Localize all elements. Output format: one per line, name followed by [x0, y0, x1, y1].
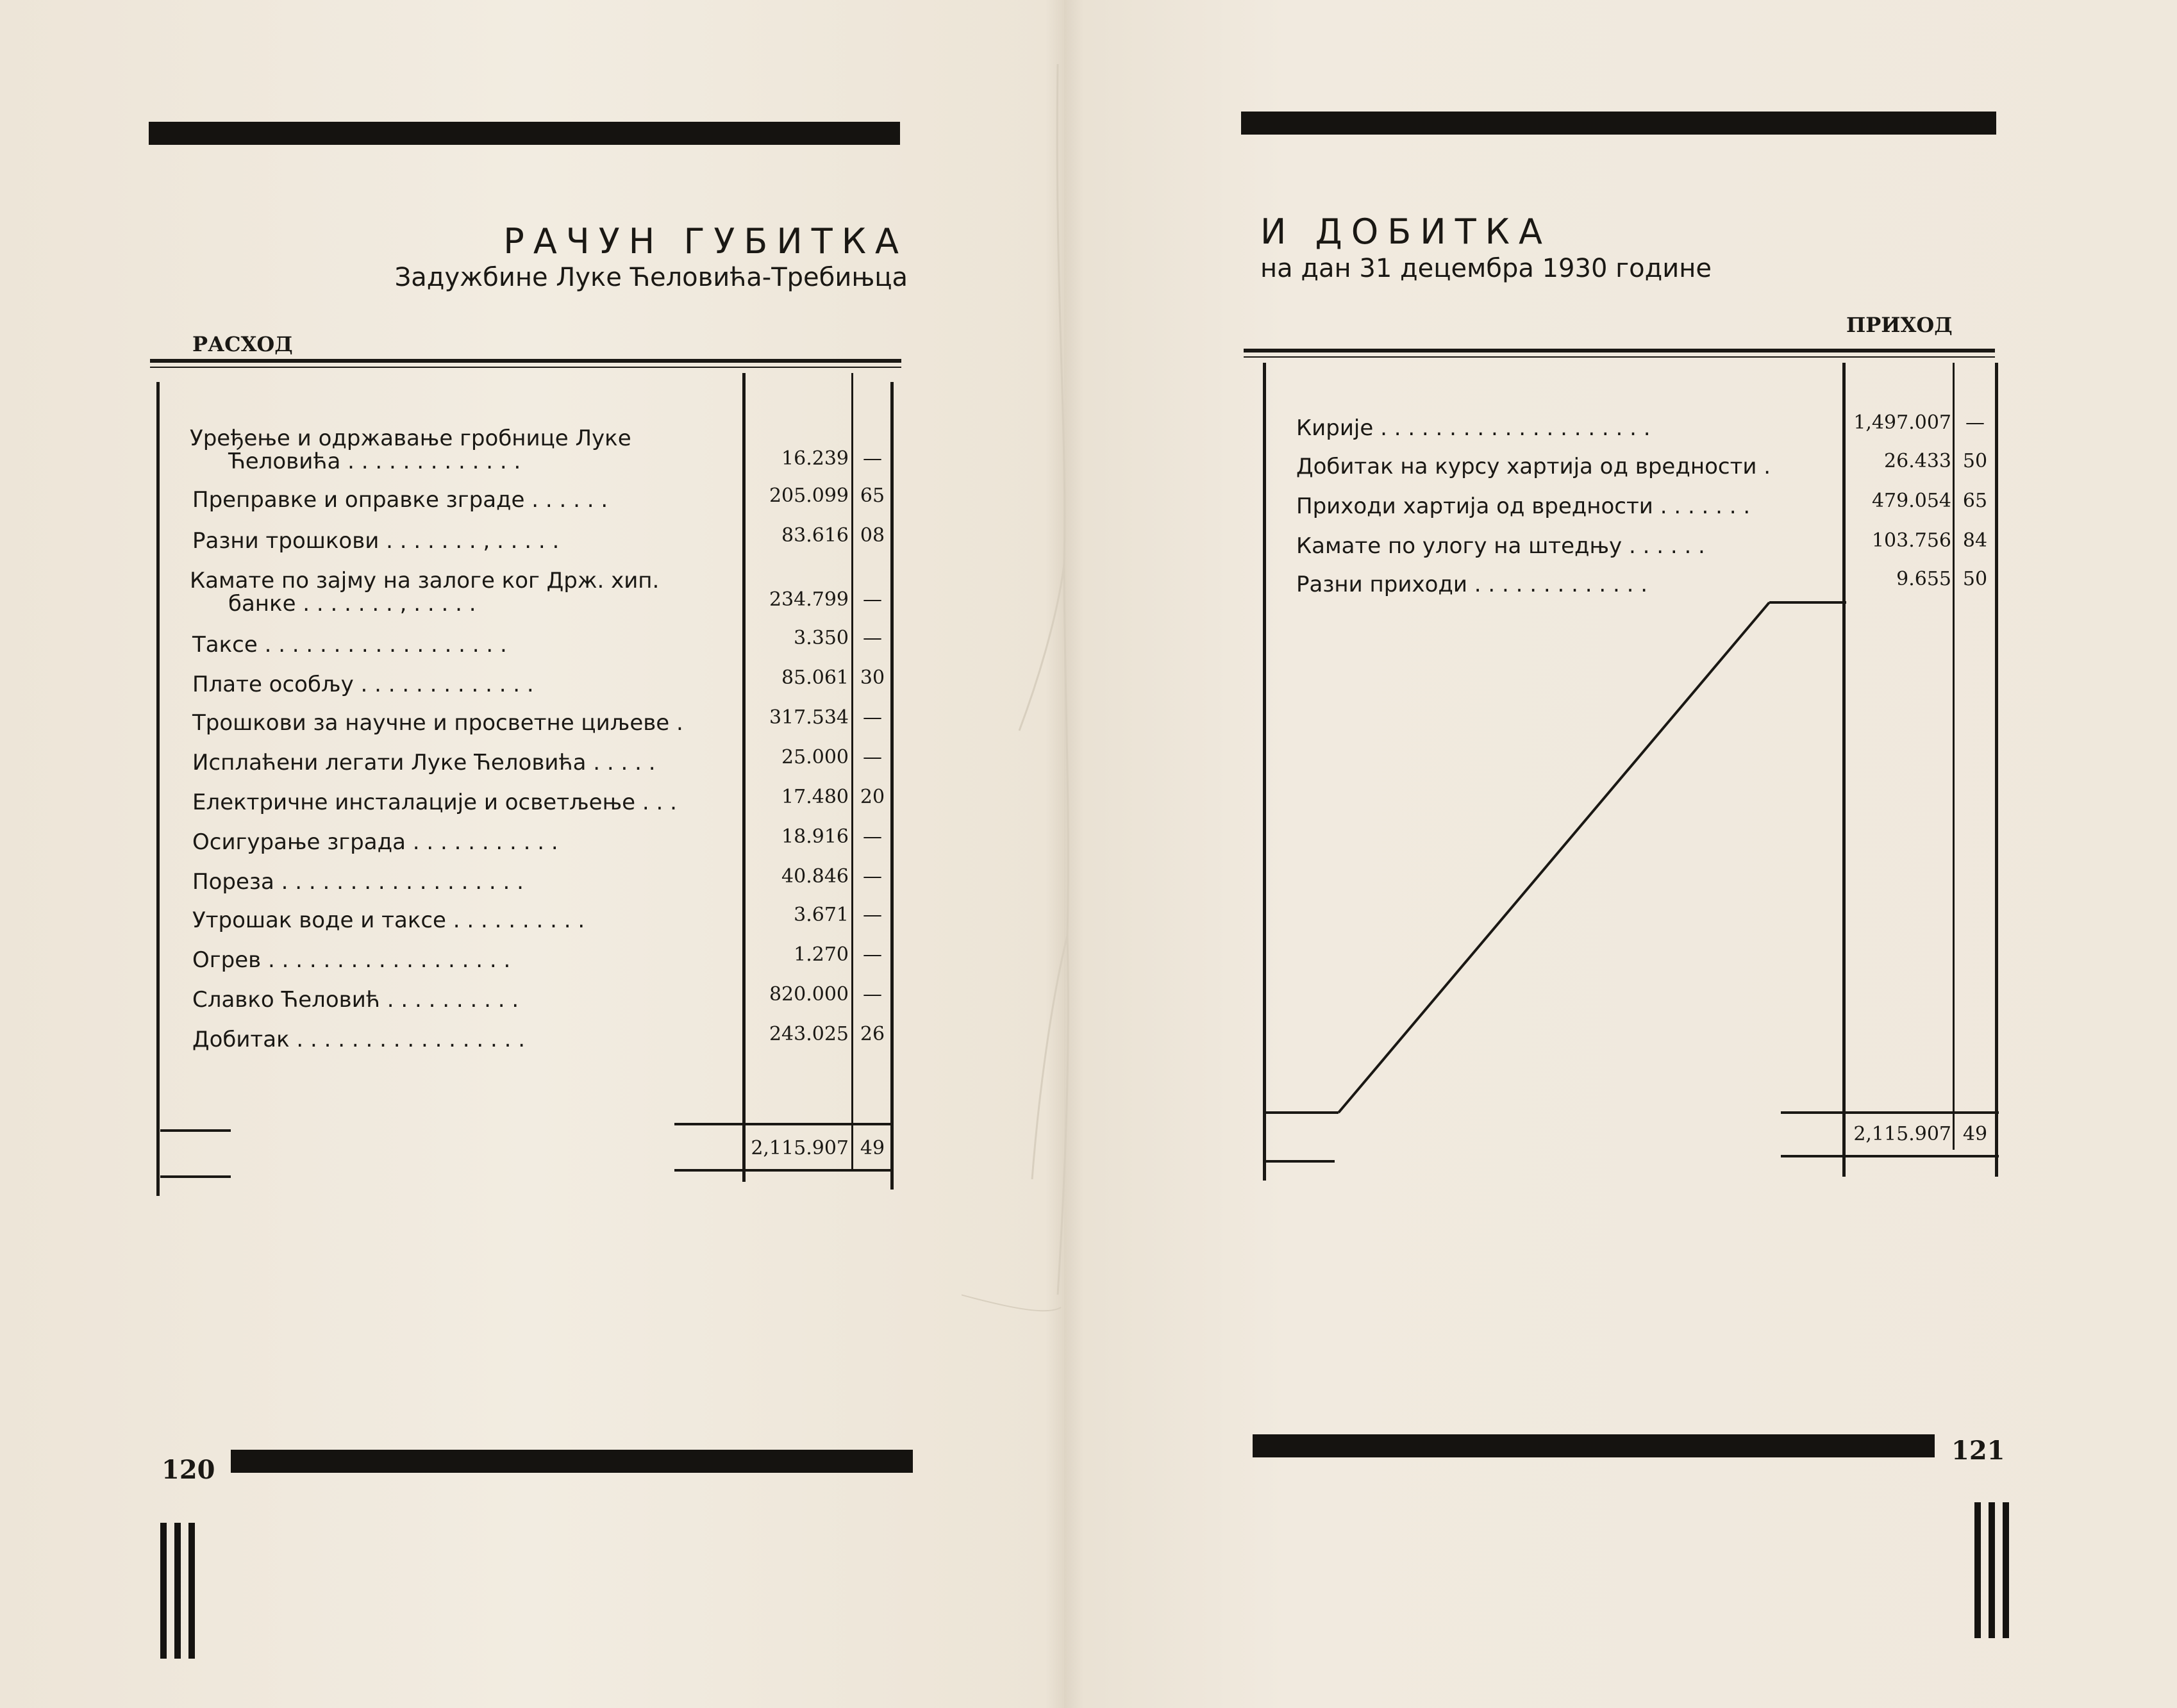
- cents-cell: 84: [1962, 529, 1988, 552]
- row-label: Осигурање зграда: [192, 829, 406, 855]
- cents-cell: —: [863, 825, 882, 848]
- cents-cell: 20: [860, 786, 885, 808]
- amount-cell: 820.000: [769, 983, 849, 1006]
- cents-cell: —: [863, 904, 882, 926]
- row-label: Преправке и оправке зграде: [192, 487, 525, 513]
- table-row: Добитак . . . . . . . . . . . . . . . . .: [192, 1027, 526, 1052]
- amount-cell: 9.655: [1896, 568, 1951, 590]
- total-bottom-rule: [1781, 1155, 1999, 1157]
- column-header-expenses: РАСХОД: [192, 332, 293, 356]
- cents-cell: —: [863, 627, 882, 649]
- corner-ornament-bar: [1974, 1502, 1981, 1638]
- row-label-line2: Ћеловића: [228, 449, 341, 474]
- table-row: Пореза . . . . . . . . . . . . . . . . . .: [192, 869, 524, 895]
- row-label-line2: банке: [228, 591, 296, 617]
- row-label: Електричне инсталације и осветљење: [192, 790, 636, 815]
- row-label: Уређење и одржавање гробнице Луке: [190, 426, 631, 451]
- cents-column-divider: [851, 373, 853, 1170]
- binding-thread: [962, 38, 1090, 1320]
- column-header-income: ПРИХОД: [1846, 313, 1953, 337]
- cents-cell: —: [863, 447, 882, 470]
- amount-cell: 25.000: [781, 746, 849, 768]
- row-label: Исплаћени легати Луке Ћеловића: [192, 750, 587, 775]
- bottom-decorative-bar: [231, 1450, 913, 1473]
- amount-cell: 103.756: [1871, 529, 1951, 552]
- table-right-border: [890, 382, 894, 1190]
- table-top-rule-thin: [150, 367, 901, 368]
- total-top-rule: [674, 1123, 894, 1125]
- bottom-decorative-bar: [1253, 1434, 1935, 1457]
- row-label: Разни приходи: [1296, 572, 1467, 597]
- amount-cell: 18.916: [781, 825, 849, 848]
- row-label: Таксе: [192, 632, 258, 658]
- cents-cell: —: [863, 943, 882, 966]
- row-label: Разни трошкови: [192, 528, 380, 554]
- table-top-rule: [150, 359, 901, 363]
- cents-cell: 08: [860, 524, 885, 547]
- cents-cell: —: [863, 865, 882, 888]
- corner-ornament-bar: [2003, 1502, 2009, 1638]
- top-decorative-bar: [1241, 112, 1996, 135]
- page-title: И ДОБИТКА: [1260, 211, 1551, 252]
- table-row: Трошкови за научне и просветне циљеве .: [192, 710, 683, 736]
- total-left-rule: [1264, 1160, 1335, 1163]
- top-decorative-bar: [149, 122, 900, 145]
- row-label: Приходи хартија од вредности: [1296, 493, 1653, 519]
- table-right-border: [1995, 363, 1998, 1177]
- row-label: Утрошак воде и таксе: [192, 908, 446, 933]
- corner-ornament-bar: [188, 1523, 195, 1659]
- table-row: Огрев . . . . . . . . . . . . . . . . . .: [192, 947, 511, 973]
- table-row: Камате по улогу на штедњу . . . . . .: [1296, 533, 1705, 559]
- cents-cell: 30: [860, 667, 885, 689]
- total-amount: 2,115.907: [751, 1137, 849, 1159]
- cents-cell: —: [863, 746, 882, 768]
- amount-cell: 234.799: [769, 588, 849, 611]
- amount-cell: 17.480: [781, 786, 849, 808]
- table-row: Разни приходи . . . . . . . . . . . . .: [1296, 572, 1647, 597]
- page-subtitle: Задужбине Луке Ћеловића-Требињца: [394, 263, 908, 292]
- amount-cell: 3.671: [794, 904, 849, 926]
- row-label: Трошкови за научне и просветне циљеве: [192, 710, 670, 736]
- amount-cell: 83.616: [781, 524, 849, 547]
- amount-cell: 40.846: [781, 865, 849, 888]
- cents-cell: 26: [860, 1023, 885, 1045]
- cents-cell: —: [863, 588, 882, 611]
- corner-ornament-bar: [160, 1523, 167, 1659]
- void-diagonal-line: [1256, 590, 1859, 1122]
- cents-cell: 50: [1962, 450, 1988, 472]
- table-row: Плате особљу . . . . . . . . . . . . .: [192, 672, 534, 697]
- amount-cell: 317.534: [769, 706, 849, 729]
- table-row: Електричне инсталације и осветљење . . .: [192, 790, 677, 815]
- amount-cell: 85.061: [781, 667, 849, 689]
- page-number: 121: [1951, 1436, 2005, 1466]
- cents-cell: —: [863, 983, 882, 1006]
- table-row: Славко Ћеловић . . . . . . . . . .: [192, 987, 519, 1013]
- amount-cell: 26.433: [1884, 450, 1951, 472]
- cents-column-divider: [1953, 363, 1955, 1150]
- amount-cell: 205.099: [769, 485, 849, 507]
- table-row: Добитак на курсу хартија од вредности .: [1296, 454, 1771, 479]
- total-cents: 49: [860, 1137, 885, 1159]
- table-row: Таксе . . . . . . . . . . . . . . . . . .: [192, 632, 507, 658]
- table-row: Кирије . . . . . . . . . . . . . . . . . . . .: [1296, 415, 1651, 441]
- row-label: Огрев: [192, 947, 262, 973]
- amount-cell: 1,497.007: [1853, 411, 1951, 434]
- table-left-border: [156, 382, 160, 1196]
- page-title: РАЧУН ГУБИТКА: [503, 221, 908, 261]
- total-left-rule: [160, 1129, 231, 1132]
- total-top-rule: [1781, 1111, 1999, 1114]
- total-left-rule-bottom: [160, 1175, 231, 1178]
- row-label: Камате по зајму на залоге ког Држ. хип.: [190, 568, 660, 593]
- row-label: Пореза: [192, 869, 274, 895]
- row-label-cont: банке . . . . . . . , . . . . .: [228, 591, 476, 617]
- cents-cell: 65: [860, 485, 885, 507]
- amount-cell: 479.054: [1871, 490, 1951, 512]
- page-number: 120: [162, 1455, 215, 1485]
- amount-cell: 3.350: [794, 627, 849, 649]
- row-label: Кирије: [1296, 415, 1374, 441]
- cents-cell: 50: [1962, 568, 1988, 590]
- row-label: Камате по улогу на штедњу: [1296, 533, 1622, 559]
- cents-cell: —: [1965, 411, 1985, 434]
- row-label-cont: Ћеловића . . . . . . . . . . . . .: [228, 449, 521, 474]
- corner-ornament-bar: [1989, 1502, 1995, 1638]
- total-bottom-rule: [674, 1169, 894, 1172]
- table-row: Осигурање зграда . . . . . . . . . . .: [192, 829, 558, 855]
- row-label: Плате особљу: [192, 672, 354, 697]
- amount-cell: 1.270: [794, 943, 849, 966]
- amount-cell: 16.239: [781, 447, 849, 470]
- table-row: Разни трошкови . . . . . . . , . . . . .: [192, 528, 560, 554]
- row-label: Добитак: [192, 1027, 290, 1052]
- table-top-rule: [1244, 349, 1995, 352]
- cents-cell: 65: [1962, 490, 1988, 512]
- total-cents: 49: [1962, 1123, 1988, 1145]
- table-row: Приходи хартија од вредности . . . . . . .: [1296, 493, 1751, 519]
- table-row: Утрошак воде и таксе . . . . . . . . . .: [192, 908, 585, 933]
- corner-ornament-bar: [174, 1523, 181, 1659]
- page-subtitle: на дан 31 децембра 1930 године: [1260, 254, 1712, 283]
- amount-cell: 243.025: [769, 1023, 849, 1045]
- row-label: Добитак на курсу хартија од вредности: [1296, 454, 1757, 479]
- cents-cell: —: [863, 706, 882, 729]
- table-top-rule-thin: [1244, 356, 1995, 358]
- table-row: Исплаћени легати Луке Ћеловића . . . . .: [192, 750, 656, 775]
- total-amount: 2,115.907: [1853, 1123, 1951, 1145]
- table-row: Преправке и оправке зграде . . . . . .: [192, 487, 608, 513]
- row-label: Славко Ћеловић: [192, 987, 380, 1013]
